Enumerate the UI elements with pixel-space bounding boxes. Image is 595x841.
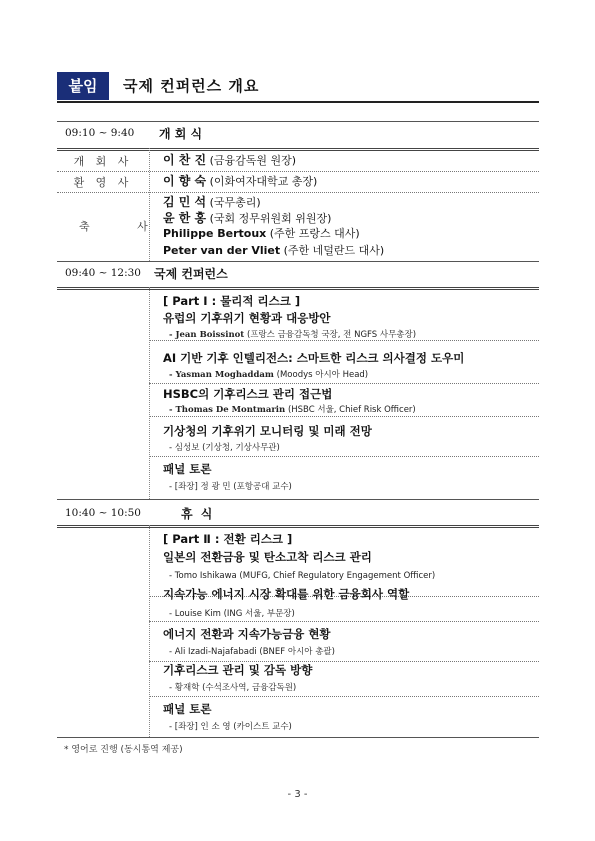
row-divider (149, 696, 539, 697)
opening-header-rule (57, 148, 539, 151)
talk-speaker (169, 368, 368, 380)
congratulatory-speaker (163, 209, 331, 226)
opening-speaker (163, 151, 296, 168)
panel-moderator: - [좌장] 인 소 영 (카이스트 교수) (169, 722, 292, 732)
speaker-title: (주한 프랑스 대사) (269, 227, 360, 240)
speaker-affiliation: (HSBC 서울, Chief Risk Officer) (287, 405, 416, 415)
talk-speaker (169, 441, 280, 453)
appendix-badge: 붙임 (57, 72, 109, 100)
talk-title: 유럽의 기후위기 현황과 대응방안 (163, 311, 331, 325)
speaker-title: (주한 네덜란드 대사) (283, 244, 385, 257)
row-divider (149, 383, 539, 384)
speaker-name: - Jean Boissinot (169, 330, 245, 340)
conference-header-rule (57, 287, 539, 290)
speaker-title: (금융감독원 원장) (209, 154, 297, 167)
talk-title: 지속가능 에너지 시장 확대를 위한 금융회사 역할 (163, 587, 410, 601)
speaker-name: - Thomas De Montmarin (169, 405, 286, 415)
talk-title: 기후리스크 관리 및 감독 방향 (163, 663, 313, 677)
row-divider (57, 192, 539, 193)
heading-rule (57, 101, 539, 103)
speaker-title: (국무총리) (209, 196, 261, 209)
speaker-name: 이 향 숙 (163, 174, 207, 188)
congratulatory-speaker (163, 242, 384, 258)
speaker-name: - Yasman Moghaddam (169, 370, 274, 380)
speaker-affiliation: (Moodys 아시아 Head) (276, 370, 369, 380)
talk-title: HSBC의 기후리스크 관리 접근법 (163, 387, 333, 401)
talk-speaker: - Tomo Ishikawa (MUFG, Chief Regulatory Engagement Officer) (169, 571, 436, 581)
row-label-opening-speech: 개 회 사 (73, 155, 133, 168)
page-number: - 3 - (287, 789, 308, 800)
break-top-rule (57, 499, 539, 500)
page-title: 국제 컨퍼런스 개요 (123, 77, 260, 95)
talk-speaker: - Ali Izadi-Najafabadi (BNEF 아시아 총괄) (169, 647, 335, 657)
break-bottom-rule (57, 525, 539, 528)
talk-speaker (169, 328, 416, 340)
section-heading (57, 72, 539, 102)
panel-title: 패널 토론 (163, 702, 212, 716)
panel-moderator: - [좌장] 정 광 민 (포항공대 교수) (169, 482, 292, 492)
speaker-title: (이화여자대학교 총장) (209, 175, 318, 188)
welcome-speaker (163, 172, 317, 189)
congratulatory-speaker (163, 225, 360, 241)
talk-speaker: - Louise Kim (ING 서울, 부문장) (169, 609, 295, 619)
conference-time: 09:40 ~ 12:30 (65, 267, 141, 279)
break-title: 휴 식 (181, 507, 215, 521)
speaker-name: - 심성보 (169, 443, 200, 453)
speaker-name: 김 민 석 (163, 195, 207, 209)
opening-title: 개 회 식 (159, 127, 203, 141)
talk-speaker: - 황재학 (수석조사역, 금융감독원) (169, 683, 297, 693)
talk-title: AI 기반 기후 인텔리전스: 스마트한 리스크 의사결정 도우미 (163, 351, 465, 365)
conference-title: 국제 컨퍼런스 (154, 267, 228, 281)
part2-title: [ Part Ⅱ : 전환 리스크 ] (163, 532, 293, 546)
talk-title: 일본의 전환금융 및 탄소고착 리스크 관리 (163, 550, 372, 564)
speaker-affiliation: (기상청, 기상사무관) (202, 443, 280, 453)
row-label-congratulatory: 축 사 (79, 220, 170, 233)
break-time: 10:40 ~ 10:50 (65, 507, 141, 519)
speaker-title: (국회 정무위원회 위원장) (209, 212, 332, 225)
column-divider (149, 525, 150, 737)
panel-title: 패널 토론 (163, 462, 212, 476)
opening-bottom-rule (57, 261, 539, 262)
speaker-name: Philippe Bertoux (163, 227, 267, 240)
talk-speaker (169, 403, 416, 415)
talk-title: 에너지 전환과 지속가능금융 현황 (163, 627, 331, 641)
speaker-affiliation: (프랑스 금융감독청 국장, 전 NGFS 사무총장) (246, 330, 417, 340)
row-divider (149, 621, 539, 622)
column-divider (149, 148, 150, 261)
interpretation-note: * 영어로 진행 (동시통역 제공) (64, 745, 183, 755)
schedule-table (57, 121, 539, 738)
row-divider (149, 416, 539, 417)
speaker-name: Peter van der Vliet (163, 244, 281, 257)
row-divider (149, 456, 539, 457)
speaker-name: 이 찬 진 (163, 153, 207, 167)
opening-time: 09:10 ~ 9:40 (65, 127, 135, 139)
row-label-welcome-speech: 환 영 사 (73, 176, 133, 189)
column-divider (149, 287, 150, 499)
talk-title: 기상청의 기후위기 모니터링 및 미래 전망 (163, 424, 372, 438)
table-top-rule (57, 121, 539, 122)
congratulatory-speaker (163, 193, 261, 210)
row-divider (149, 340, 539, 341)
speaker-name: 윤 한 홍 (163, 211, 207, 225)
table-bottom-rule (57, 737, 539, 738)
part1-title: [ Part Ⅰ : 물리적 리스크 ] (163, 294, 301, 308)
